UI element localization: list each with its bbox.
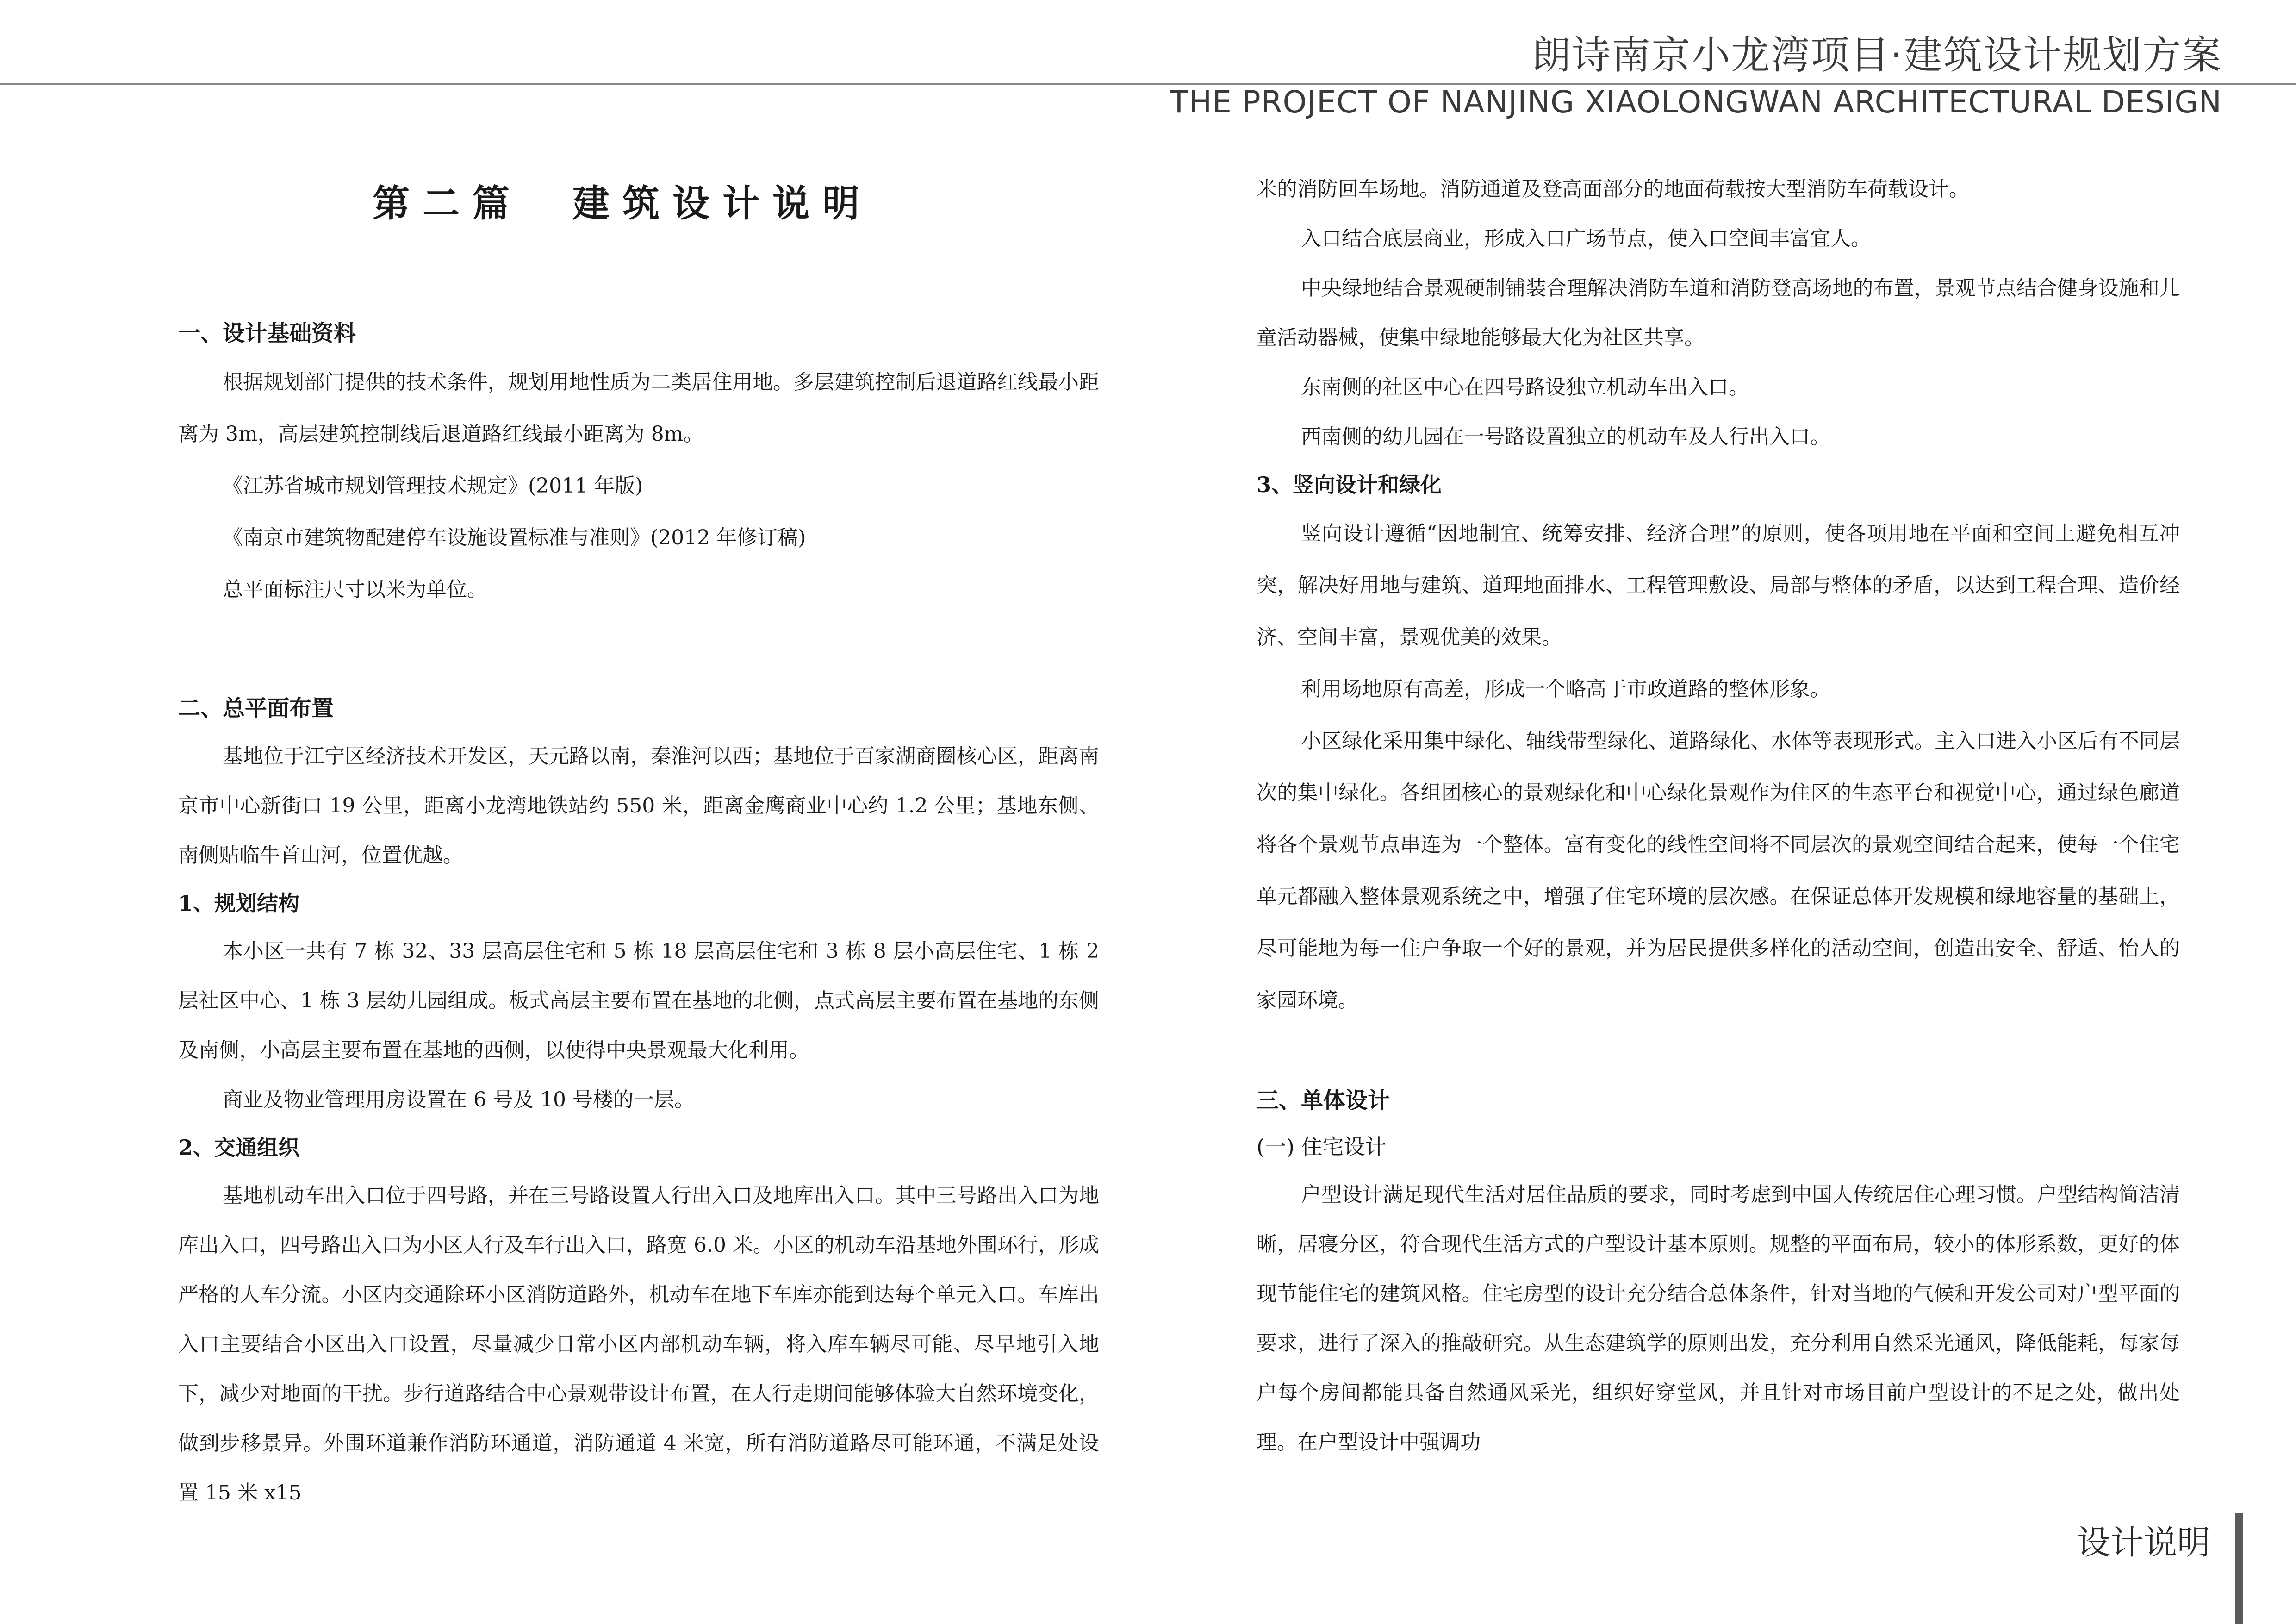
paragraph: 小区绿化采用集中绿化、轴线带型绿化、道路绿化、水体等表现形式。主入口进入小区后有不同层次的集中绿化。各组团核心的景观绿化和中心绿化景观作为住区的生态平台和视觉中心，通过绿色廊道将各个景观节点串连为一个整体。富有变化的线性空间将不同层次的景观空间结合起来，使每一个住宅单元都融入整体景观系统之中，增强了住宅环境的层次感。在保证总体开发规模和绿地容量的基础上，尽可能地为每一住户争取一个好的景观，并为居民提供多样化的活动空间，创造出安全、舒适、怡人的家园环境。 [1257, 729, 2180, 1012]
spacer [1257, 1026, 2180, 1077]
paragraph: 基地位于江宁区经济技术开发区，天元路以南，秦淮河以西；基地位于百家湖商圈核心区，距离南京市中心新街口 19 公里，距离小龙湾地铁站约 550 米，距离金鹰商业中心约 1.2 公里；基地东侧、南侧贴临牛首山河，位置优越。 [178, 744, 1099, 867]
paragraph-continued: 米的消防回车场地。消防通道及登高面部分的地面荷载按大型消防车荷载设计。 [1257, 177, 1969, 201]
subsection-heading-residential: (一) 住宅设计 [1257, 1134, 1387, 1159]
section-heading-unit: 三、单体设计 [1257, 1087, 1390, 1113]
paragraph: 东南侧的社区中心在四号路设独立机动车出入口。 [1301, 375, 1749, 399]
paragraph: 中央绿地结合景观硬制铺装合理解决消防车道和消防登高场地的布置，景观节点结合健身设施和儿童活动器械，使集中绿地能够最大化为社区共享。 [1257, 276, 2180, 350]
left-column [178, 164, 1099, 1518]
spacer [178, 616, 1099, 685]
section-heading-basics: 一、设计基础资料 [178, 320, 356, 346]
paragraph: 竖向设计遵循“因地制宜、统筹安排、经济合理”的原则，使各项用地在平面和空间上避免相互冲突，解决好用地与建筑、道理地面排水、工程管理敷设、局部与整体的矛盾，以达到工程合理、造价经济、空间丰富，景观优美的效果。 [1257, 522, 2180, 649]
section-heading-site: 二、总平面布置 [178, 695, 334, 721]
paragraph: 利用场地原有高差，形成一个略高于市政道路的整体形象。 [1301, 677, 1830, 701]
subsection-heading-structure: 1、规划结构 [178, 891, 300, 916]
paragraph: 入口结合底层商业，形成入口广场节点，使入口空间丰富宜人。 [1301, 227, 1871, 250]
paragraph: 《江苏省城市规划管理技术规定》(2011 年版) [223, 474, 643, 498]
subsection-heading-vertical: 3、竖向设计和绿化 [1257, 472, 1442, 497]
paragraph: 根据规划部门提供的技术条件，规划用地性质为二类居住用地。多层建筑控制后退道路红线最小距离为 3m，高层建筑控制线后退道路红线最小距离为 8m。 [178, 370, 1099, 446]
paragraph: 户型设计满足现代生活对居住品质的要求，同时考虑到中国人传统居住心理习惯。户型结构简洁清晰，居寝分区，符合现代生活方式的户型设计基本原则。规整的平面布局，较小的体形系数，更好的体现节能住宅的建筑风格。住宅房型的设计充分结合总体条件，针对当地的气候和开发公司对户型平面的要求，进行了深入的推敲研究。从生态建筑学的原则出发，充分利用自然采光通风，降低能耗，每家每户每个房间都能具备自然通风采光，组织好穿堂风，并且针对市场目前户型设计的不足之处，做出处理。在户型设计中强调功 [1257, 1183, 2180, 1454]
subsection-heading-traffic: 2、交通组织 [178, 1135, 300, 1160]
project-title-cn: 朗诗南京小龙湾项目·建筑设计规划方案 [1532, 32, 2222, 78]
footer-accent-bar [2235, 1513, 2243, 1624]
paragraph: 总平面标注尺寸以米为单位。 [223, 578, 487, 601]
paragraph: 基地机动车出入口位于四号路，并在三号路设置人行出入口及地库出入口。其中三号路出入口为地库出入口，四号路出入口为小区人行及车行出入口，路宽 6.0 米。小区的机动车沿基地外围环行，形成严格的人车分流。小区内交通除环小区消防道路外，机动车在地下车库亦能到达每个单元入口。车库出入口主要结合小区出入口设置，尽量减少日常小区内部机动车辆，将入库车辆尽可能、尽早地引入地下，减少对地面的干扰。步行道路结合中心景观带设计布置，在人行走期间能够体验大自然环境变化，做到步移景异。外围环道兼作消防环通道，消防通道 4 米宽，所有消防道路尽可能环通，不满足处设置 15 米 x15 [178, 1184, 1099, 1505]
page-title: 第二篇 建筑设计说明 [373, 181, 872, 225]
paragraph: 西南侧的幼儿园在一号路设置独立的机动车及人行出入口。 [1301, 425, 1830, 449]
paragraph: 商业及物业管理用房设置在 6 号及 10 号楼的一层。 [223, 1088, 695, 1112]
project-title-en: THE PROJECT OF NANJING XIAOLONGWAN ARCHITECTURAL DESIGN [1170, 84, 2222, 120]
footer-label: 设计说明 [2077, 1523, 2210, 1562]
right-column [1257, 164, 2180, 1467]
paragraph: 《南京市建筑物配建停车设施设置标准与准则》(2012 年修订稿) [223, 526, 806, 550]
paragraph: 本小区一共有 7 栋 32、33 层高层住宅和 5 栋 18 层高层住宅和 3 栋 8 层小高层住宅、1 栋 2 层社区中心、1 栋 3 层幼儿园组成。板式高层主要布置在基地的北侧，点式高层主要布置在基地的东侧及南侧，小高层主要布置在基地的西侧，以使得中央景观最大化利用。 [178, 939, 1099, 1062]
